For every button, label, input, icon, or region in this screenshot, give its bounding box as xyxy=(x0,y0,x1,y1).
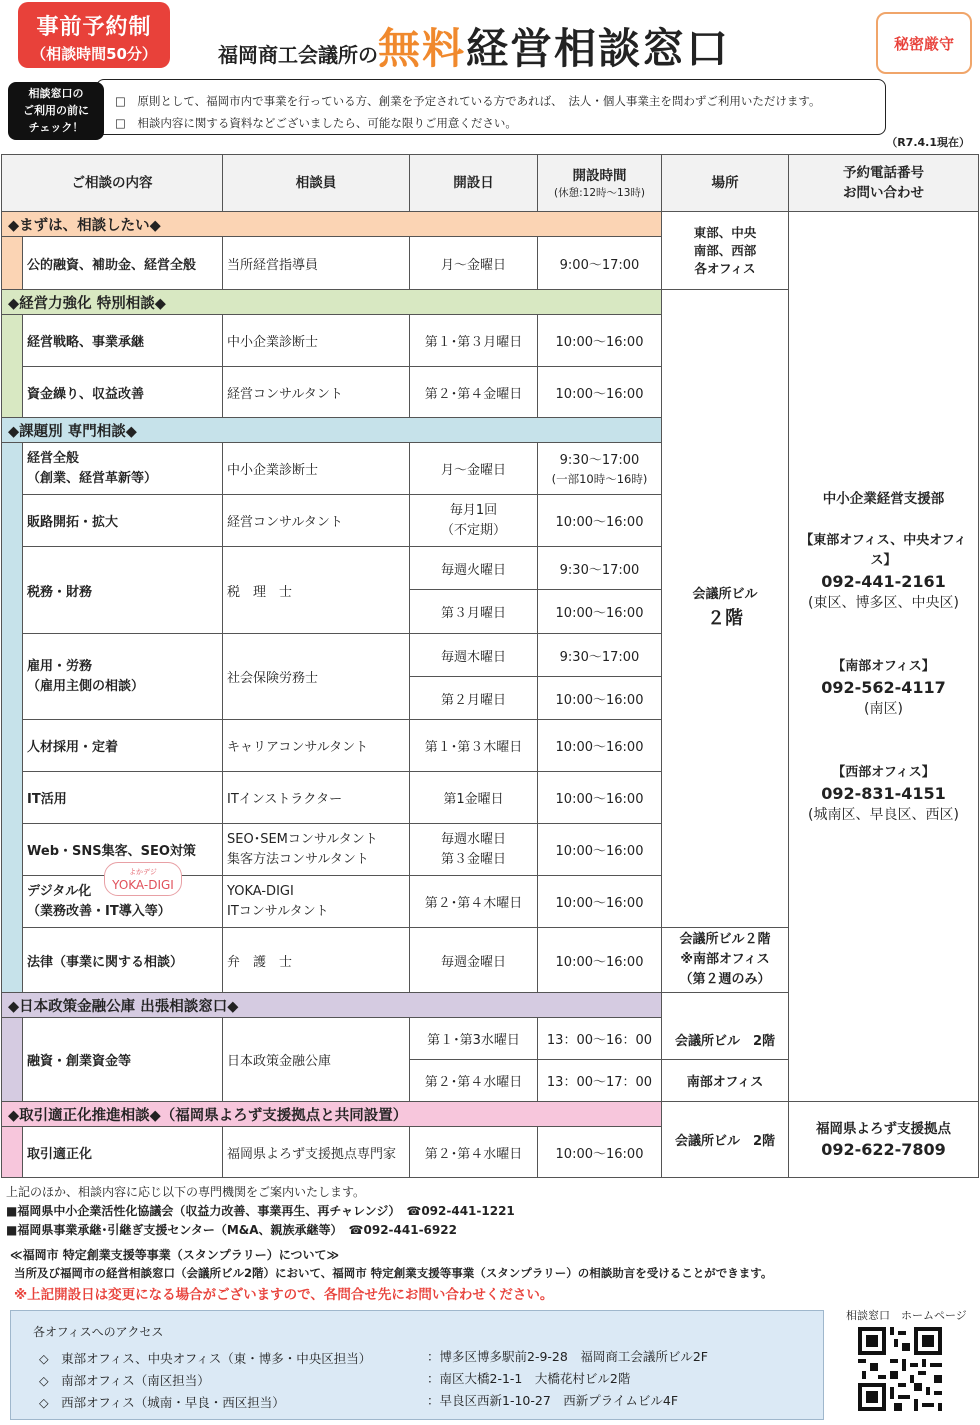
place-legal-line3: （第２週のみ） xyxy=(679,972,771,987)
access-east-address: ：博多区博多駅前2-9-28 福岡商工会議所ビル2F xyxy=(427,1349,708,1364)
r10-consultant-line2: 集客方法コンサルタント xyxy=(227,851,369,867)
row-tax: 税務・財務 xyxy=(22,546,223,634)
consultant-r12: 弁 護 士 xyxy=(222,927,410,993)
access-west-address: ：早良区西新1-10-27 西新プライムビル4F xyxy=(427,1393,679,1408)
r4-time-line1: 9:30～17:00 xyxy=(559,452,640,468)
consultation-table xyxy=(1,154,979,1178)
phone-west-label: 【西部オフィス】 xyxy=(832,764,935,780)
place-chamber-line1: 会議所ビル xyxy=(692,586,758,602)
stamp-rally-body: 当所及び福岡市の経営相談窓口（会議所ビル2階）において、福岡市 特定創業支援等事業（スタンプラリー）の相談助言を受けることができます。 xyxy=(14,1266,773,1280)
yoka-digi-wordmark: YOKA-DIGI xyxy=(112,878,174,892)
precheck-label xyxy=(8,82,104,140)
consultant-r10 xyxy=(222,823,410,876)
r10-consultant-line1: SEO･SEMコンサルタント xyxy=(227,831,378,847)
place-legal xyxy=(661,927,789,993)
notes-org-succession: ■福岡県事業承継･引継ぎ支援センター（M&A、親族承継等） ☎092-441-6922 xyxy=(6,1223,457,1237)
time-r7a: 9:30～17:00 xyxy=(537,633,662,677)
title-prefix: 福岡商工会議所の xyxy=(218,43,378,67)
phone-east-number[interactable]: 092-441-2161 xyxy=(821,571,946,591)
consultant-r11 xyxy=(222,875,410,928)
day-r10 xyxy=(409,823,538,876)
consultant-r14: 福岡県よろず支援拠点専門家 xyxy=(222,1126,410,1178)
phone-east-area: (東区、博多区、中央区) xyxy=(808,594,959,611)
header-time-note: (休憩:12時～13時) xyxy=(554,187,645,199)
precheck-box xyxy=(96,79,886,135)
section-specialist: ◆課題別 専門相談◆ xyxy=(1,417,662,443)
phone-south-label: 【南部オフィス】 xyxy=(832,658,935,674)
r4-content-line2: （創業、経営革新等） xyxy=(27,470,158,486)
time-r12: 10:00～16:00 xyxy=(537,927,662,993)
phone-west-area: (城南区、早良区、西区) xyxy=(808,806,959,823)
header-time xyxy=(537,154,662,212)
header-phone-line2: お問い合わせ xyxy=(843,185,924,201)
place-jfc-south: 南部オフィス xyxy=(661,1059,789,1102)
consultant-staff: 当所経営指導員 xyxy=(222,236,410,290)
day-r7b: 第２月曜日 xyxy=(409,676,538,720)
time-r3: 10:00～16:00 xyxy=(537,366,662,418)
access-south-address: ：南区大橋2-1-1 大橋花村ビル2階 xyxy=(427,1371,631,1386)
precheck-label-line1: 相談窓口の xyxy=(28,87,84,100)
row-cashflow: 資金繰り、収益改善 xyxy=(22,366,223,418)
reservation-badge xyxy=(18,2,170,68)
time-r5: 10:00～16:00 xyxy=(537,494,662,547)
header-content: ご相談の内容 xyxy=(1,154,223,212)
phone-contacts xyxy=(788,211,979,1102)
place-offices-line2: 南部、西部 xyxy=(693,242,757,258)
consultant-r6: 税 理 士 xyxy=(222,546,410,634)
row-web-sns: Web・SNS集客、SEO対策 xyxy=(22,823,223,876)
header-phone xyxy=(788,154,979,212)
precheck-label-line3: チェック！ xyxy=(28,121,84,134)
r5-day-line1: 毎月1回 xyxy=(449,502,498,518)
r4-content-line1: 経営全般 xyxy=(27,450,80,466)
header-day: 開設日 xyxy=(409,154,538,212)
row-it: IT活用 xyxy=(22,771,223,824)
phone-yorozu xyxy=(788,1101,979,1178)
time-r2: 10:00～16:00 xyxy=(537,314,662,367)
yoka-digi-kana: よかデジ xyxy=(129,868,157,876)
r7-content-line2: （雇用主側の相談） xyxy=(27,678,145,694)
time-r7b: 10:00～16:00 xyxy=(537,676,662,720)
schedule-change-warning: ※上記開設日は変更になる場合がございますので、各問合せ先にお問い合わせください。 xyxy=(14,1287,554,1303)
time-r8: 10:00～16:00 xyxy=(537,719,662,772)
day-r14: 第２･第４水曜日 xyxy=(409,1126,538,1178)
consultant-r3: 経営コンサルタント xyxy=(222,366,410,418)
notes-intro: 上記のほか、相談内容に応じ以下の専門機関をご案内いたします。 xyxy=(6,1185,366,1199)
r4-time-line2: (一部10時～16時) xyxy=(551,471,648,486)
time-r13a: 13：00～16：00 xyxy=(537,1017,662,1060)
place-legal-line2: ※南部オフィス xyxy=(680,952,770,967)
consultant-r9: ITインストラクター xyxy=(222,771,410,824)
phone-east-label: 【東部オフィス、中央オフィス】 xyxy=(800,532,967,568)
title-main: 経営相談窓口 xyxy=(466,24,731,73)
day-r2: 第１･第３月曜日 xyxy=(409,314,538,367)
day-r13b: 第２･第４水曜日 xyxy=(409,1059,538,1102)
section-jfc: ◆日本政策金融公庫 出張相談窓口◆ xyxy=(1,992,662,1018)
precheck-label-line2: ご利用の前に xyxy=(23,104,89,117)
header-place: 場所 xyxy=(661,154,789,212)
access-title: 各オフィスへのアクセス xyxy=(33,1325,164,1339)
row-jfc-finance: 融資・創業資金等 xyxy=(22,1017,223,1102)
day-r9: 第1金曜日 xyxy=(409,771,538,824)
consultant-r5: 経営コンサルタント xyxy=(222,494,410,547)
phone-west-number[interactable]: 092-831-4151 xyxy=(821,783,946,803)
phone-dept: 中小企業経営支援部 xyxy=(822,490,945,507)
row-recruitment: 人材採用・定着 xyxy=(22,719,223,772)
row-strategy-succession: 経営戦略、事業承継 xyxy=(22,314,223,367)
access-east-office: ◇ 東部オフィス、中央オフィス（東・博多・中央区担当） xyxy=(39,1351,372,1366)
section-fair-trade: ◆取引適正化推進相談◆（福岡県よろず支援拠点と共同設置） xyxy=(1,1101,662,1127)
day-r5 xyxy=(409,494,538,547)
section3-band xyxy=(1,417,23,993)
time-r11: 10:00～16:00 xyxy=(537,875,662,928)
time-r14: 10:00～16:00 xyxy=(537,1126,662,1178)
time-r9: 10:00～16:00 xyxy=(537,771,662,824)
section-management-special: ◆経営力強化 特別相談◆ xyxy=(1,289,662,315)
homepage-label: 相談窓口 ホームページ xyxy=(846,1309,967,1322)
time-r6b: 10:00～16:00 xyxy=(537,589,662,634)
r7-content-line1: 雇用・労務 xyxy=(27,658,93,674)
day-r7a: 毎週木曜日 xyxy=(409,633,538,677)
day-r8: 第１･第３木曜日 xyxy=(409,719,538,772)
day-r12: 毎週金曜日 xyxy=(409,927,538,993)
place-offices xyxy=(661,211,789,290)
day-weekdays: 月～金曜日 xyxy=(409,236,538,290)
header-consultant: 相談員 xyxy=(222,154,410,212)
page-title xyxy=(218,8,730,78)
r11-consultant-line1: YOKA-DIGI xyxy=(227,883,294,899)
place-offices-line1: 東部、中央 xyxy=(693,224,757,240)
r10-day-line1: 毎週水曜日 xyxy=(440,831,506,847)
office-access-box xyxy=(10,1310,824,1420)
day-r4: 月～金曜日 xyxy=(409,442,538,495)
precheck-item-2: □ 相談内容に関する資料などございましたら、可能な限りご用意ください。 xyxy=(115,116,517,130)
r11-content-line2: （業務改善・IT導入等） xyxy=(27,903,171,919)
notes-org-revitalization: ■福岡県中小企業活性化協議会（収益力改善、事業再生、再チャレンジ） ☎092-441-1221 xyxy=(6,1204,515,1218)
confidential-badge: 秘密厳守 xyxy=(876,12,972,74)
access-south-office: ◇ 南部オフィス（南区担当） xyxy=(39,1373,210,1388)
place-chamber-2f xyxy=(661,289,789,928)
row-sales-channel: 販路開拓・拡大 xyxy=(22,494,223,547)
title-free: 無料 xyxy=(378,24,467,73)
r10-day-line2: 第３金曜日 xyxy=(440,851,506,867)
access-west-office: ◇ 西部オフィス（城南・早良・西区担当） xyxy=(39,1395,285,1410)
time-r13b: 13：00～17：00 xyxy=(537,1059,662,1102)
row-public-finance: 公的融資、補助金、経営全般 xyxy=(22,236,223,290)
stamp-rally-title: ≪福岡市 特定創業支援等事業（スタンプラリー）について≫ xyxy=(10,1248,340,1262)
section-first-consult: ◆まずは、相談したい◆ xyxy=(1,211,662,237)
phone-yorozu-label: 福岡県よろず支援拠点 xyxy=(816,1120,951,1137)
reservation-duration: （相談時間50分） xyxy=(31,45,157,63)
row-employment xyxy=(22,633,223,720)
phone-south-number[interactable]: 092-562-4117 xyxy=(821,677,946,697)
place-offices-line3: 各オフィス xyxy=(694,260,756,276)
day-r3: 第２･第４金曜日 xyxy=(409,366,538,418)
day-r13a: 第１･第3水曜日 xyxy=(409,1017,538,1060)
row-legal: 法律（事業に関する相談） xyxy=(22,927,223,993)
yoka-digi-logo xyxy=(104,862,182,896)
header-phone-line1: 予約電話番号 xyxy=(843,165,924,181)
place-legal-line1: 会議所ビル２階 xyxy=(679,932,771,947)
place-fair-trade: 会議所ビル 2階 xyxy=(661,1101,789,1178)
reservation-text: 事前予約制 xyxy=(36,15,152,40)
day-r6a: 毎週火曜日 xyxy=(409,546,538,590)
consultant-r4: 中小企業診断士 xyxy=(222,442,410,495)
as-of-date: （R7.4.1現在） xyxy=(886,136,970,149)
place-chamber-line2: ２階 xyxy=(707,607,743,629)
qr-code-icon[interactable] xyxy=(858,1327,942,1411)
place-jfc-chamber: 会議所ビル 2階 xyxy=(661,992,789,1060)
time-r1: 9:00～17:00 xyxy=(537,236,662,290)
day-r11: 第２･第４木曜日 xyxy=(409,875,538,928)
phone-south-area: (南区) xyxy=(864,700,903,717)
row-general-management xyxy=(22,442,223,495)
r5-day-line2: （不定期） xyxy=(440,522,506,538)
header-time-label: 開設時間 xyxy=(572,168,627,184)
phone-yorozu-number[interactable]: 092-622-7809 xyxy=(821,1139,946,1159)
r11-content-line1: デジタル化 xyxy=(27,883,92,899)
row-fair-trade: 取引適正化 xyxy=(22,1126,223,1178)
day-r6b: 第３月曜日 xyxy=(409,589,538,634)
time-r4 xyxy=(537,442,662,495)
consultant-r8: キャリアコンサルタント xyxy=(222,719,410,772)
consultant-r2: 中小企業診断士 xyxy=(222,314,410,367)
time-r6a: 9:30～17:00 xyxy=(537,546,662,590)
consultant-r13: 日本政策金融公庫 xyxy=(222,1017,410,1102)
stamp-rally-note xyxy=(10,1246,772,1282)
r11-consultant-line2: ITコンサルタント xyxy=(227,903,329,919)
consultant-r7: 社会保険労務士 xyxy=(222,633,410,720)
precheck-item-1: □ 原則として、福岡市内で事業を行っている方、創業を予定されている方であれば、 法人・個人事業主を問わずご利用いただけます。 xyxy=(115,94,821,108)
notes-section xyxy=(6,1183,515,1240)
time-r10: 10:00～16:00 xyxy=(537,823,662,876)
